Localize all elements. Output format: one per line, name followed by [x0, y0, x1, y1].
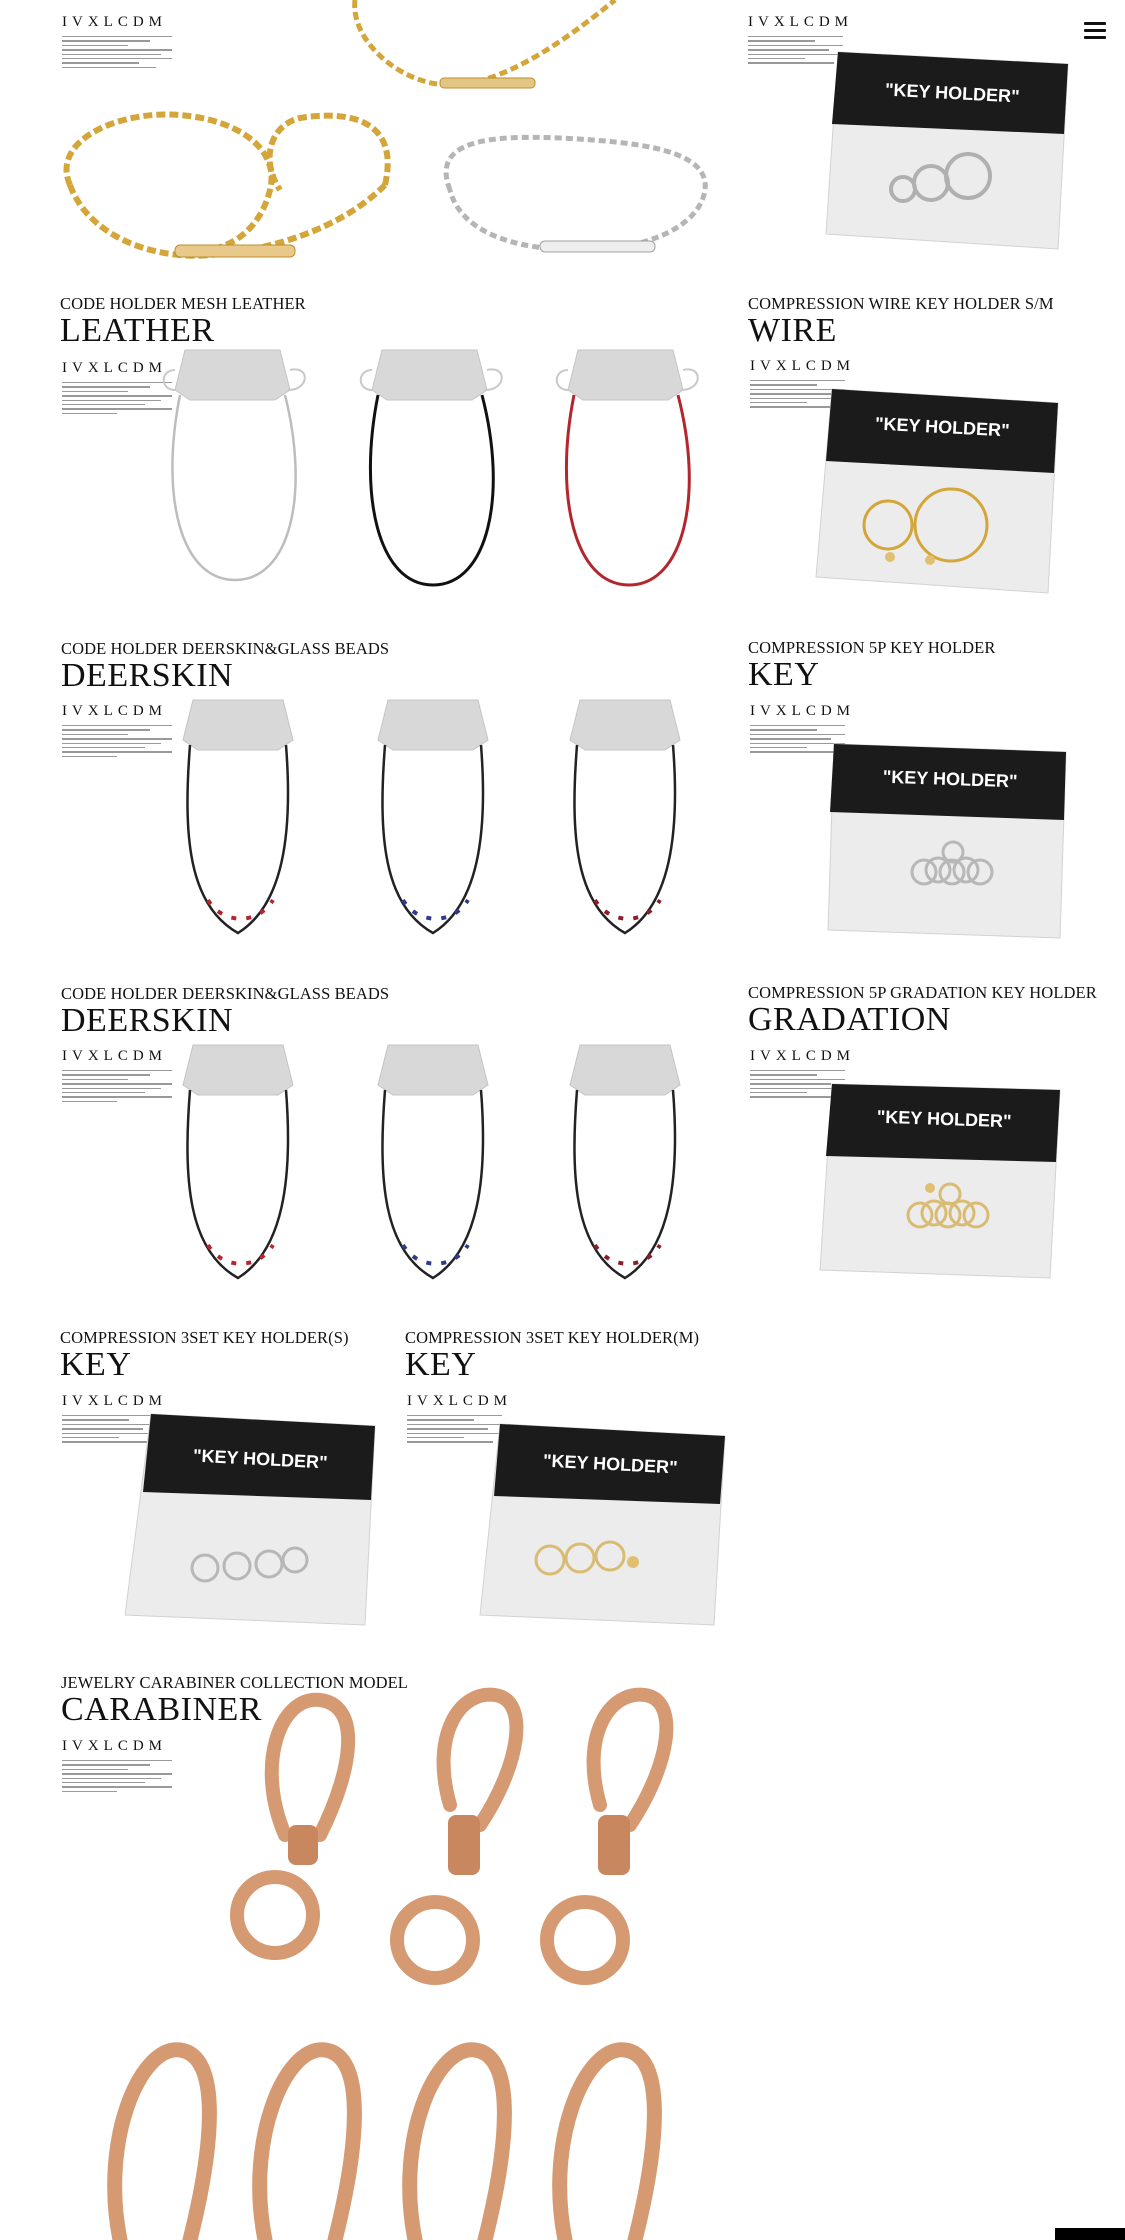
brand-logo: IVXLCDM — [62, 703, 167, 719]
key-holder-package-image — [808, 385, 1078, 595]
carabiner-image — [100, 2030, 730, 2240]
brand-logo: IVXLCDM — [62, 1048, 167, 1064]
key-holder-package-image — [810, 1080, 1080, 1280]
product-tile-ring-holder[interactable] — [748, 0, 1093, 270]
mask-holder-deerskin-image — [168, 1040, 733, 1290]
key-holder-package-image — [816, 740, 1086, 940]
brand-logo: IVXLCDM — [750, 1048, 855, 1064]
product-title: DEERSKIN — [61, 1002, 234, 1039]
mask-holder-deerskin-image — [168, 695, 733, 945]
product-tile-deerskin-2[interactable] — [60, 980, 730, 1290]
product-subtitle: COMPRESSION 3SET KEY HOLDER(M) — [405, 1328, 700, 1347]
product-subtitle: CODE HOLDER DEERSKIN&GLASS BEADS — [61, 639, 390, 658]
product-subtitle: COMPRESSION WIRE KEY HOLDER S/M — [748, 294, 1054, 313]
brand-logo: IVXLCDM — [62, 360, 167, 376]
scroll-top-button[interactable] — [1055, 2228, 1125, 2240]
carabiner-image — [220, 1685, 720, 1995]
product-subtitle: COMPRESSION 5P KEY HOLDER — [748, 638, 996, 657]
product-title: KEY — [405, 1346, 477, 1383]
package-label: "KEY HOLDER" — [884, 79, 1021, 107]
package-label: "KEY HOLDER" — [874, 413, 1011, 441]
product-tile-bracelet[interactable] — [40, 0, 730, 270]
brand-logo: IVXLCDM — [407, 1393, 512, 1409]
brand-logo: IVXLCDM — [62, 14, 167, 30]
product-title: KEY — [60, 1346, 132, 1383]
product-tile-gradation[interactable] — [748, 980, 1097, 1290]
product-tile-key-5p[interactable] — [748, 635, 1093, 945]
package-label: "KEY HOLDER" — [192, 1445, 329, 1473]
product-tile-carabiner[interactable] — [60, 1670, 730, 2000]
product-tile-deerskin-1[interactable] — [60, 635, 730, 945]
product-tile-leather[interactable] — [60, 290, 730, 600]
package-label: "KEY HOLDER" — [882, 766, 1018, 792]
product-title: GRADATION — [748, 1001, 951, 1038]
product-title: LEATHER — [60, 312, 215, 349]
product-subtitle: CODE HOLDER MESH LEATHER — [60, 294, 306, 313]
brand-logo: IVXLCDM — [62, 1393, 167, 1409]
product-tile-key-3set-s[interactable] — [60, 1325, 390, 1635]
product-tile-wire[interactable] — [748, 290, 1093, 600]
key-holder-package-image — [470, 1420, 730, 1630]
product-title: KEY — [748, 656, 820, 693]
brand-logo: IVXLCDM — [750, 703, 855, 719]
key-holder-package-image — [115, 1410, 385, 1630]
product-title: CARABINER — [61, 1691, 262, 1728]
mask-holder-leather-image — [160, 345, 730, 600]
package-label: "KEY HOLDER" — [876, 1106, 1012, 1132]
product-description — [62, 1760, 172, 1795]
bracelet-image — [40, 0, 730, 270]
product-subtitle: CODE HOLDER DEERSKIN&GLASS BEADS — [61, 984, 390, 1003]
product-title: DEERSKIN — [61, 657, 234, 694]
product-subtitle: COMPRESSION 5P GRADATION KEY HOLDER — [748, 983, 1097, 1002]
brand-logo: IVXLCDM — [748, 14, 853, 30]
product-tile-key-3set-m[interactable] — [405, 1325, 730, 1635]
product-description — [62, 1070, 172, 1105]
package-label: "KEY HOLDER" — [542, 1450, 679, 1478]
product-description — [62, 382, 172, 417]
key-holder-package-image — [818, 44, 1088, 254]
product-title: WIRE — [748, 312, 837, 349]
brand-logo: IVXLCDM — [750, 358, 855, 374]
product-subtitle: JEWELRY CARABINER COLLECTION MODEL — [61, 1673, 408, 1692]
product-description — [62, 725, 172, 760]
product-subtitle: COMPRESSION 3SET KEY HOLDER(S) — [60, 1328, 349, 1347]
brand-logo: IVXLCDM — [62, 1738, 167, 1754]
product-tile-carabiner-2[interactable] — [100, 2030, 730, 2240]
